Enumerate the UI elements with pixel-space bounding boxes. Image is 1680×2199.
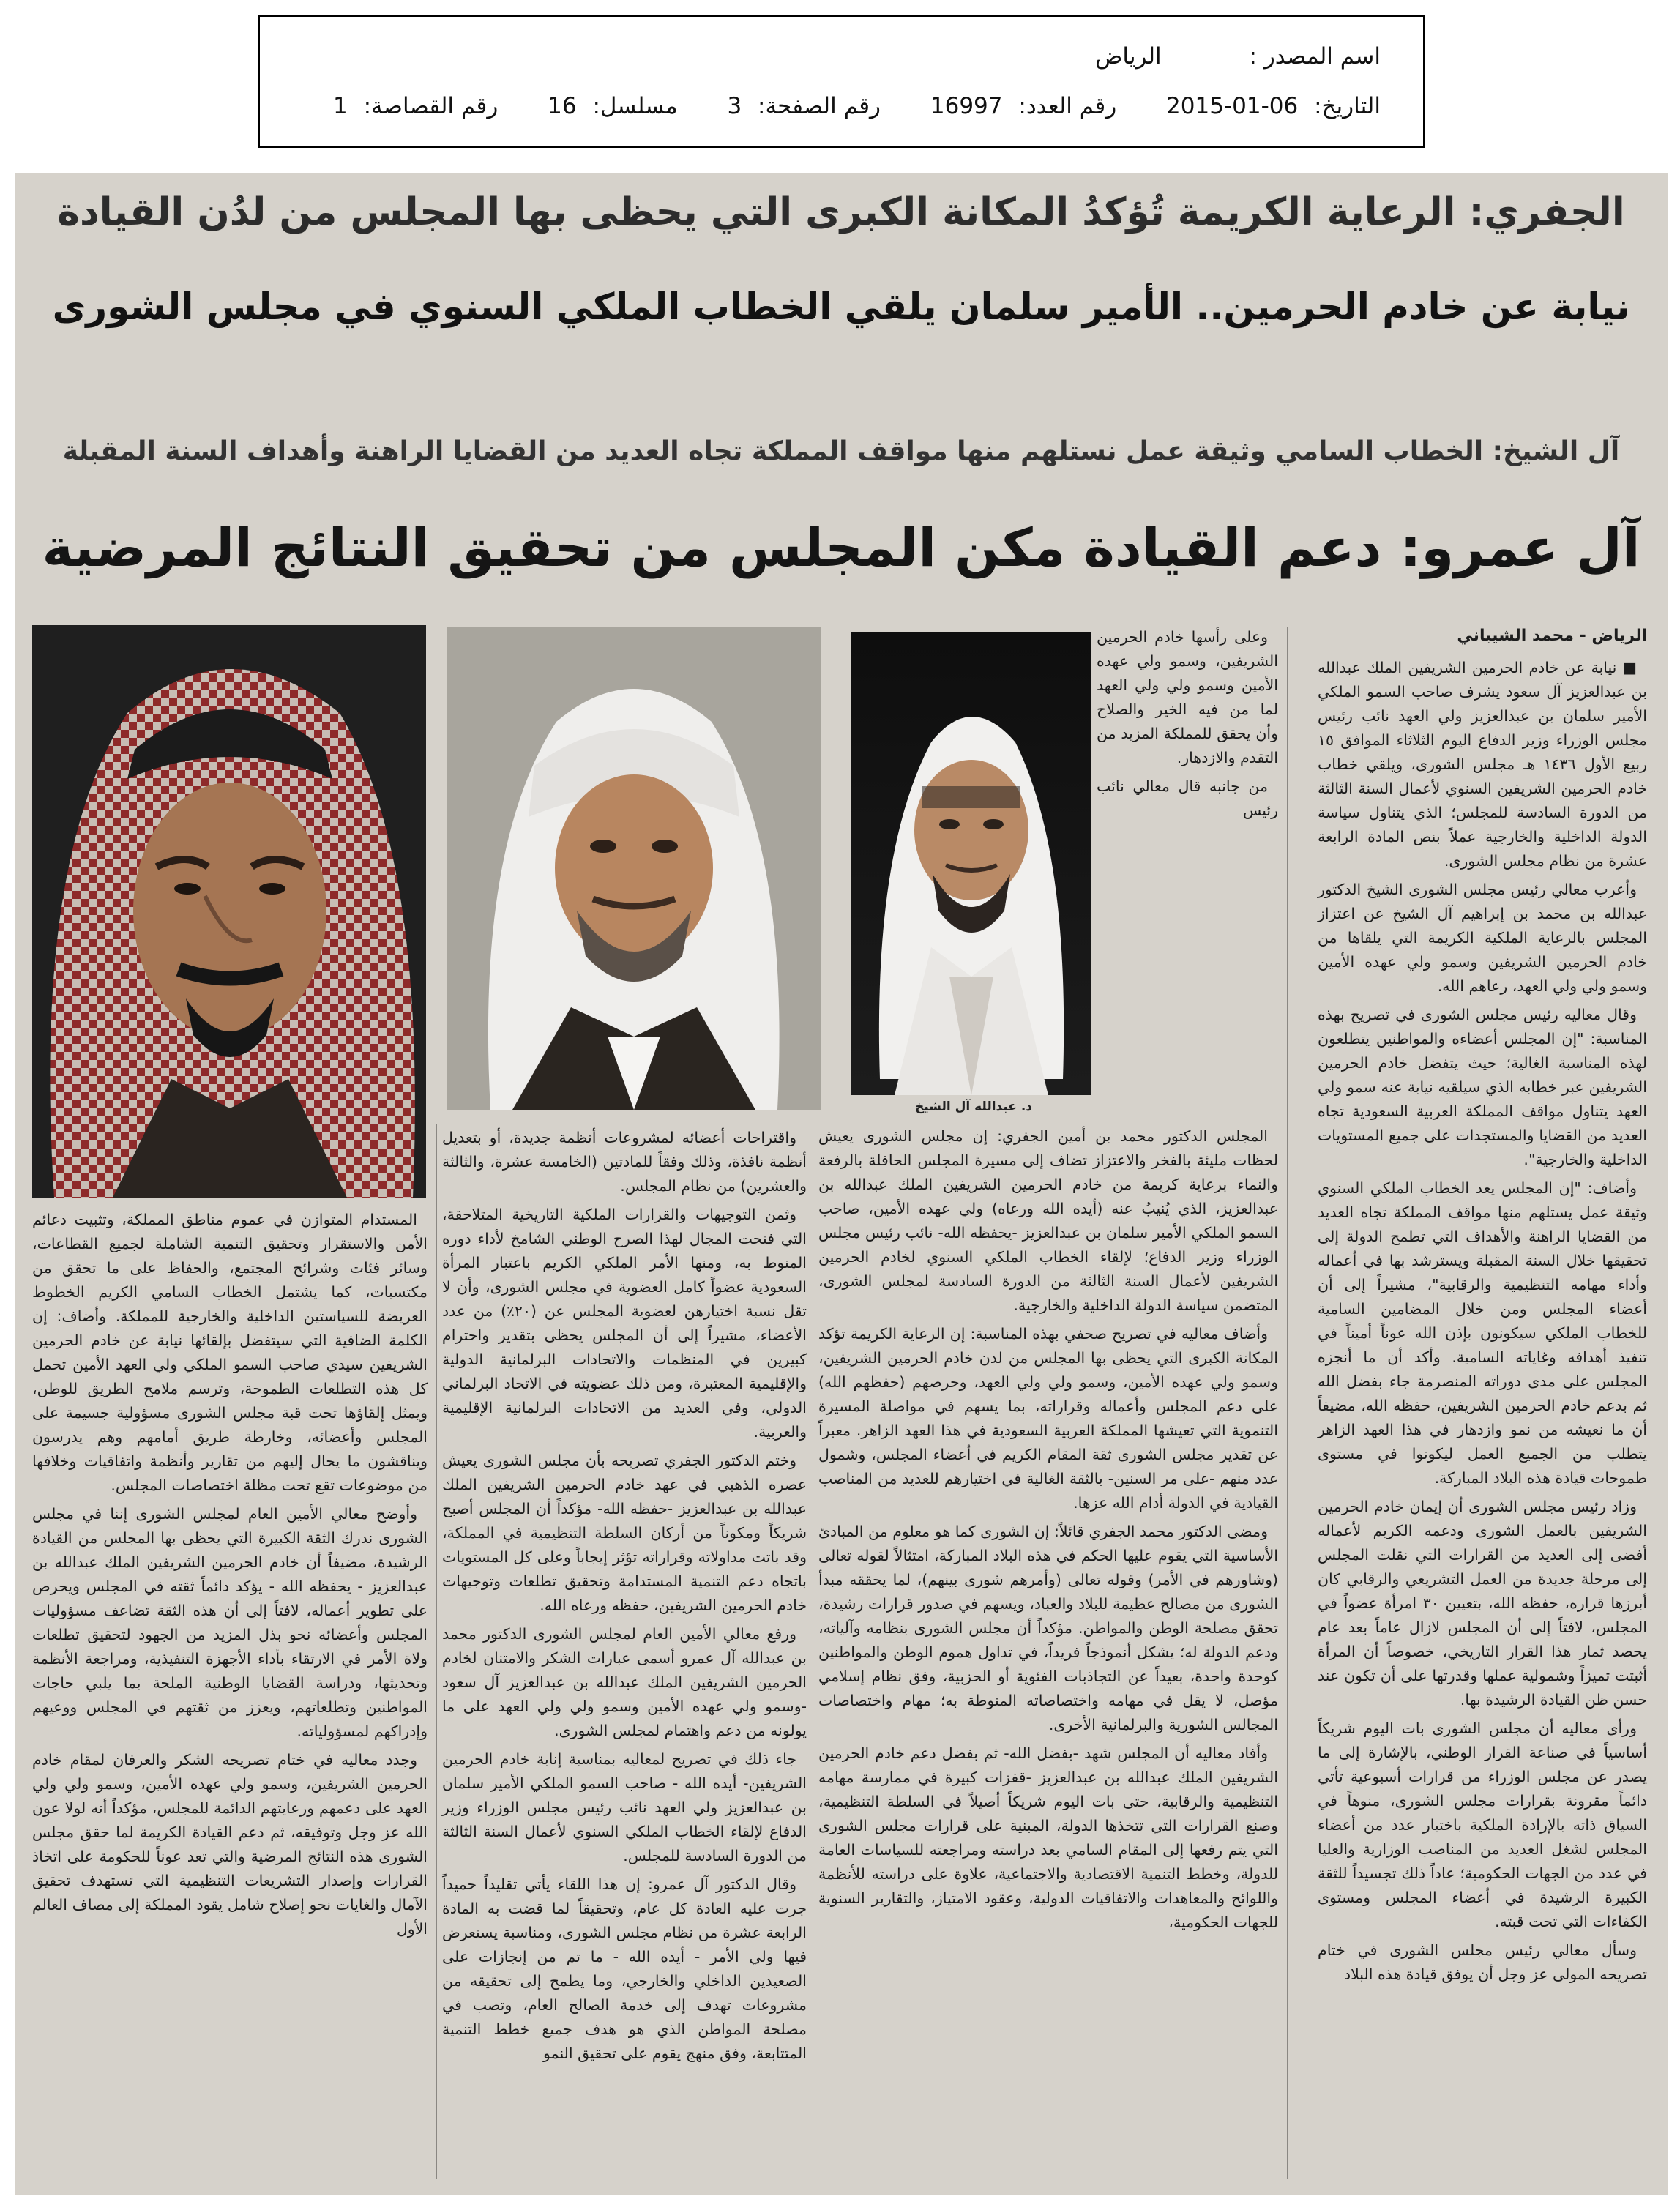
paragraph: المستدام المتوازن في عموم مناطق المملكة، وتثبيت دعائم الأمن والاستقرار وتحقيق التنمية الشاملة لجميع القطاعات، وسائر فئات وشرائح المجتمع، والحفاظ على ما تحقق من مكتسبات، كما يشتمل الخطاب السامي الكريم الخطوط العريضة للسياستين الداخلية والخارجية للمملكة. وأضاف: إن الكلمة الضافية التي سيتفضل بإلقائها نيابة عن خادم الحرمين الشريفين سيدي صاحب السمو الملكي ولي العهد الأمين تحمل كل هذه التطلعات الطموحة، وترسم ملامح الطريق للوطن، ويمثل إلقاؤها تحت قبة مجلس الشورى مسؤولية جسيمة على المجلس وأعضائه، وخارطة طريق أمامهم وهم يدرسون ويناقشون ما يحال إليهم من تقارير وأنظمة واتفاقيات وخلافها من موضوعات تقع تحت مظلة اختصاصات المجلس. xyxy=(32,1211,428,1494)
article-column-3 xyxy=(442,1126,807,2180)
paragraph: ورأى معاليه أن مجلس الشورى بات اليوم شريكاً أساسياً في صناعة القرار الوطني، بالإشارة إلى ما يصدر عن مجلس الوزراء من قرارات أسبوعية تأتي دائماً مقرونة بقرارات مجلس الشورى، منوهاً في السياق ذاته بالإرادة الملكية باختيار عدد من أعضاء المجلس لشغل العديد من المناصب الوزارية والعليا في عدد من الجهات الحكومية؛ عاداً ذلك تجسيداً للثقة الكبيرة الرشيدة في أعضاء المجلس ومستوى الكفاءات التي تحت قبته. xyxy=(1318,1720,1647,1930)
column-divider xyxy=(436,1124,437,2179)
serial-value: 16 xyxy=(548,93,577,119)
paragraph: وقال الدكتور آل عمرو: إن هذا اللقاء يأتي تقليداً حميداً جرت عليه العادة كل عام، وتحقيقاً لما قضت به المادة الرابعة عشرة من نظام مجلس الشورى، ومناسبة يستعرض فيها ولي الأمر - أيده الله - ما تم من إنجازات على الصعيدين الداخلي والخارجي، وما يطمح إلى تحقيقه من مشروعات تهدف إلى خدمة الصالح العام، وتصب في مصلحة المواطن الذي هو هدف جميع خطط التنمية المتتابعة، وفق منهج يقوم على تحقيق النمو xyxy=(442,1875,807,2062)
photo-caption: د. عبدالله آل الشيخ xyxy=(914,1100,1033,1114)
portrait-photo-crown-prince xyxy=(447,627,821,1110)
paragraph: وقال معاليه رئيس مجلس الشورى في تصريح بهذه المناسبة: "إن المجلس أعضاءه والمواطنين يتطلعون لهذه المناسبة الغالية؛ حيث يتفضل خادم الحرمين الشريفين عبر خطابه الذي سيلقيه نيابة عنه سمو ولي العهد يتناول مواقف المملكة العربية السعودية تجاه العديد من القضايا والمستجدات على جميع المستويات الداخلية والخارجية". xyxy=(1318,1006,1647,1168)
issue-value: 16997 xyxy=(930,93,1003,119)
date-value: 2015-01-06 xyxy=(1166,93,1299,119)
paragraph: جاء ذلك في تصريح لمعاليه بمناسبة إنابة خادم الحرمين الشريفين- أيده الله - صاحب السمو الملكي الأمير سلمان بن عبدالعزيز ولي العهد نائب رئيس مجلس الوزراء وزير الدفاع لإلقاء الخطاب الملكي السنوي لأعمال السنة الثالثة من الدورة السادسة للمجلس. xyxy=(442,1750,807,1864)
paragraph: واقتراحات أعضائه لمشروعات أنظمة جديدة، أو بتعديل أنظمة نافذة، وذلك وفقاً للمادتين (الخامسة عشرة، والثالثة والعشرين) من نظام المجلس. xyxy=(442,1129,807,1195)
article-column-2-top xyxy=(1097,625,1278,1094)
portrait-photo-king xyxy=(32,625,426,1198)
column-divider xyxy=(1287,627,1288,2179)
date-label: التاريخ: xyxy=(1314,93,1381,119)
paragraph: وأعرب معالي رئيس مجلس الشورى الشيخ الدكتور عبدالله بن محمد بن إبراهيم آل الشيخ عن اعتزاز المجلس بالرعاية الملكية الكريمة التي يلقاها من خادم الحرمين الشريفين وسمو ولي عهده الأمين وسمو ولي ولي العهد، رعاهم الله. xyxy=(1318,881,1647,995)
clip-value: 1 xyxy=(332,93,348,119)
subhead: آل الشيخ: الخطاب السامي وثيقة عمل نستلهم منها مواقف المملكة تجاه العديد من القضايا الراهنة وأهداف السنة المقبلة xyxy=(62,436,1620,466)
paragraph: ■ نيابة عن خادم الحرمين الشريفين الملك عبدالله بن عبدالعزيز آل سعود يشرف صاحب السمو الملكي الأمير سلمان بن عبدالعزيز ولي العهد نائب رئيس مجلس الوزراء وزير الدفاع اليوم الثلاثاء الموافق ١٥ ربيع الأول ١٤٣٦ هـ مجلس الشورى، ويلقي خطاب خادم الحرمين الشريفين السنوي لأعمال السنة الثالثة من الدورة السادسة للمجلس؛ الذي يتناول سياسة الدولة الداخلية والخارجية عملاً بنص المادة الرابعة عشرة من نظام مجلس الشورى. xyxy=(1318,659,1647,870)
page-label: رقم الصفحة: xyxy=(758,93,881,119)
paragraph: وختم الدكتور الجفري تصريحه بأن مجلس الشورى يعيش عصره الذهبي في عهد خادم الحرمين الشريفين الملك عبدالله بن عبدالعزيز -حفظه الله- مؤكداً أن المجلس أصبح شريكاً ومكوناً من أركان السلطة التنظيمية في المملكة، وقد باتت مداولاته وقراراته تؤثر إيجاباً وعلى كل المستويات باتجاه دعم التنمية المستدامة وتحقيق تطلعات وتوجيهات خادم الحرمين الشريفين، حفظه ورعاه الله. xyxy=(442,1452,807,1614)
article-column-1 xyxy=(1318,656,1647,2179)
serial-label: مسلسل: xyxy=(592,93,678,119)
paragraph: وزاد رئيس مجلس الشورى أن إيمان خادم الحرمين الشريفين بالعمل الشورى ودعمه الكريم لأعماله أفضى إلى العديد من القرارات التي نقلت المجلس إلى مرحلة جديدة من العمل التشريعي والرقابي كان أبرزها قراره، حفظه الله، بتعيين ٣٠ امرأة عضواً في المجلس، لافتاً إلى أن المجلس لازال عاماً بعد عام يحصد ثمار هذا القرار التاريخي، خصوصاً أن المرأة أثبتت تميزاً وشمولية عملها وقدرتها على أن تكون عند حسن ظن القيادة الرشيدة بها. xyxy=(1318,1498,1647,1709)
paragraph: من جانبه قال معالي نائب رئيس xyxy=(1097,777,1278,819)
source-info-box xyxy=(258,15,1425,148)
page-value: 3 xyxy=(727,93,742,119)
date-row xyxy=(333,93,1381,119)
article-column-4 xyxy=(32,1208,428,2181)
source-value: الرياض xyxy=(1094,43,1162,70)
paragraph: المجلس الدكتور محمد بن أمين الجفري: إن مجلس الشورى يعيش لحظات مليئة بالفخر والاعتزاز تضاف إلى مسيرة المجلس الحافلة بالرفعة والنماء برعاية كريمة من خادم الحرمين الشريفين الملك عبدالله بن عبدالعزيز، الذي يُنيبُ عنه (أيده الله ورعاه) ولي عهده الأمين، صاحب السمو الملكي الأمير سلمان بن عبدالعزيز -يحفظه الله- نائب رئيس مجلس الوزراء وزير الدفاع؛ لإلقاء الخطاب الملكي السنوي لخادم الحرمين الشريفين لأعمال السنة الثالثة من الدورة السادسة لمجلس الشورى، المتضمن سياسة الدولة الداخلية والخارجية. xyxy=(818,1127,1278,1314)
paragraph: وسأل معالي رئيس مجلس الشورى في ختام تصريحه المولى عز وجل أن يوفق قيادة هذه البلاد xyxy=(1318,1941,1647,1983)
paragraph: ورفع معالي الأمين العام لمجلس الشورى الدكتور محمد بن عبدالله آل عمرو أسمى عبارات الشكر والامتنان لخادم الحرمين الشريفين الملك عبدالله بن عبدالعزيز آل سعود -وسمو ولي عهده الأمين وسمو ولي ولي العهد على ما يولونه من دعم واهتمام لمجلس الشورى. xyxy=(442,1625,807,1739)
paragraph: وأضاف معاليه في تصريح صحفي بهذه المناسبة: إن الرعاية الكريمة تؤكد المكانة الكبرى التي يحظى بها المجلس من لدن خادم الحرمين الشريفين، وسمو ولي عهده الأمين، وسمو ولي ولي العهد، وحرصهم (حفظهم الله) على دعم المجلس وأعماله وقراراته، بما يسهم في مواصلة المسيرة التنموية التي تعيشها المملكة العربية السعودية في هذا العهد الزاهر. معبراً عن تقدير مجلس الشورى ثقة المقام الكريم في أعضاء المجلس، وشمول عدد منهم -على مر السنين- بالثقة الغالية في اختيارهم للعديد من المناصب القيادية في الدولة أدام الله عزها. xyxy=(818,1325,1278,1512)
source-label: اسم المصدر : xyxy=(1249,43,1381,70)
issue-label: رقم العدد: xyxy=(1018,93,1117,119)
article-column-2 xyxy=(818,1124,1278,2179)
clip-label: رقم القصاصة: xyxy=(363,93,499,119)
overline: الجفري: الرعاية الكريمة تُؤكدُ المكانة الكبرى التي يحظى بها المجلس من لدُن القيادة xyxy=(57,190,1625,234)
newspaper-clipping xyxy=(15,173,1668,2195)
paragraph: وثمن التوجيهات والقرارات الملكية التاريخية المتلاحقة، التي فتحت المجال لهذا الصرح الوطني الشامخ لأداء دوره المنوط به، ومنها الأمر الملكي الكريم باعتبار المرأة السعودية عضواً كامل العضوية في مجلس الشورى، وأن لا تقل نسبة اختيارهن لعضوية المجلس عن (٢٠٪) من عدد الأعضاء، مشيراً إلى أن المجلس يحظى بتقدير واحترام كبيرين في المنظمات والاتحادات البرلمانية الدولية والإقليمية المعتبرة، ومن ذلك عضويته في الاتحاد البرلماني الدولي، وفي العديد من الاتحادات البرلمانية الإقليمية والعربية. xyxy=(442,1206,807,1441)
headline: نيابة عن خادم الحرمين.. الأمير سلمان يلقي الخطاب الملكي السنوي في مجلس الشورى xyxy=(52,285,1630,328)
paragraph: وعلى رأسها خادم الحرمين الشريفين، وسمو ولي عهده الأمين وسمو ولي ولي العهد لما من فيه الخير والصلاح وأن يحقق للمملكة المزيد من التقدم والازدهار. xyxy=(1097,628,1278,766)
paragraph: ومضى الدكتور محمد الجفري قائلاً: إن الشورى كما هو معلوم من المبادئ الأساسية التي يقوم عليها الحكم في هذه البلاد المباركة، امتثالاً لقوله تعالى (وشاورهم في الأمر) وقوله تعالى (وأمرهم شورى بينهم)، لما يحققه مبدأ الشورى من مصالح عظيمة للبلاد والعباد، ويسهم في صدور قرارات رشيدة، تحقق مصلحة الوطن والمواطن. مؤكداً أن مجلس الشورى بنظامه وآلياته، ودعم الدولة له؛ يشكل أنموذجاً فريداً، في تداول هموم الوطن والمواطنين كوحدة واحدة، بعيداً عن التجاذبات الفئوية أو الحزبية، وفق نظام إسلامي مؤصل، لا يقل في مهامه واختصاصاته المنوطة به؛ مهام واختصاصات المجالس الشورية والبرلمانية الأخرى. xyxy=(818,1523,1278,1733)
source-row xyxy=(1095,43,1381,70)
byline: الرياض - محمد الشيباني xyxy=(1457,627,1647,645)
paragraph: وأضاف: "إن المجلس يعد الخطاب الملكي السنوي وثيقة عمل يستلهم منها مواقف المملكة تجاه العديد من القضايا الراهنة والأهداف التي تطمح الدولة إلى تحقيقها خلال السنة المقبلة ويسترشد بها في أعماله وأداء مهامه التنظيمية والرقابية"، مشيراً إلى أن أعضاء المجلس ومن خلال المضامين السامية للخطاب الملكي سيكونون بإذن الله عوناً أميناً في تنفيذ أهدافه وغاياته السامية. وأكد أن ما أنجزه المجلس على مدى دوراته المنصرمة جاء بفضل الله ثم بدعم خادم الحرمين الشريفين، حفظه الله، مضيفاً أن ما نعيشه من نمو وازدهار في هذا العهد الزاهر يتطلب من الجميع العمل ليكونوا في مستوى طموحات قيادة هذه البلاد المباركة. xyxy=(1318,1179,1647,1487)
portrait-photo-sheikh xyxy=(851,632,1091,1095)
paragraph: وجدد معاليه في ختام تصريحه الشكر والعرفان لمقام خادم الحرمين الشريفين، وسمو ولي عهده الأمين، وسمو ولي ولي العهد على دعمهم ورعايتهم الدائمة للمجلس، مؤكداً أنه لولا عون الله عز وجل وتوفيقه، ثم دعم القيادة الكريمة لما حقق مجلس الشورى هذه النتائج المرضية والتي تعد عوناً للحكومة على اتخاذ القرارات وإصدار التشريعات التنظيمية التي تستهدف تحقيق الآمال والغايات نحو إصلاح شامل يقود المملكة إلى مصاف العالم الأول xyxy=(32,1751,428,1938)
paragraph: وأفاد معاليه أن المجلس شهد -بفضل الله- ثم بفضل دعم خادم الحرمين الشريفين الملك عبدالله بن عبدالعزيز -قفزات كبيرة في ممارسة مهامه التنظيمية والرقابية، حتى بات اليوم شريكاً أصيلاً في السلطة التنظيمية، وصنع القرارات التي تتخذها الدولة، المبنية على قرارات مجلس الشورى التي يتم رفعها إلى المقام السامي بعد دراسته ومراجعته للسياسات العامة للدولة، وخطط التنمية الاقتصادية والاجتماعية، علاوة على دراسته للأنظمة واللوائح والمعاهدات والاتفاقيات الدولية، وعقود الامتياز، والتقارير السنوية للجهات الحكومية، xyxy=(818,1744,1278,1931)
subheadline: آل عمرو: دعم القيادة مكن المجلس من تحقيق النتائج المرضية xyxy=(42,517,1640,578)
paragraph: وأوضح معالي الأمين العام لمجلس الشورى إننا في مجلس الشورى ندرك الثقة الكبيرة التي يحظى بها المجلس من القيادة الرشيدة، مضيفاً أن خادم الحرمين الشريفين الملك عبدالله بن عبدالعزيز - يحفظه الله - يؤكد دائماً ثقته في المجلس ويحرص على تطوير أعماله، لافتاً إلى أن هذه الثقة تضاعف مسؤوليات المجلس وأعضائه نحو بذل المزيد من الجهود لتحقيق تطلعات ولاة الأمر في الارتقاء بأداء الأجهزة التنفيذية، ومراجعة الأنظمة وتحديثها، ودراسة القضايا الوطنية الملحة بما يلبي حاجات المواطنين وتطلعاتهم، ويعزز من ثقتهم في المجلس ووعيهم وإدراكهم لمسؤولياته. xyxy=(32,1505,428,1740)
